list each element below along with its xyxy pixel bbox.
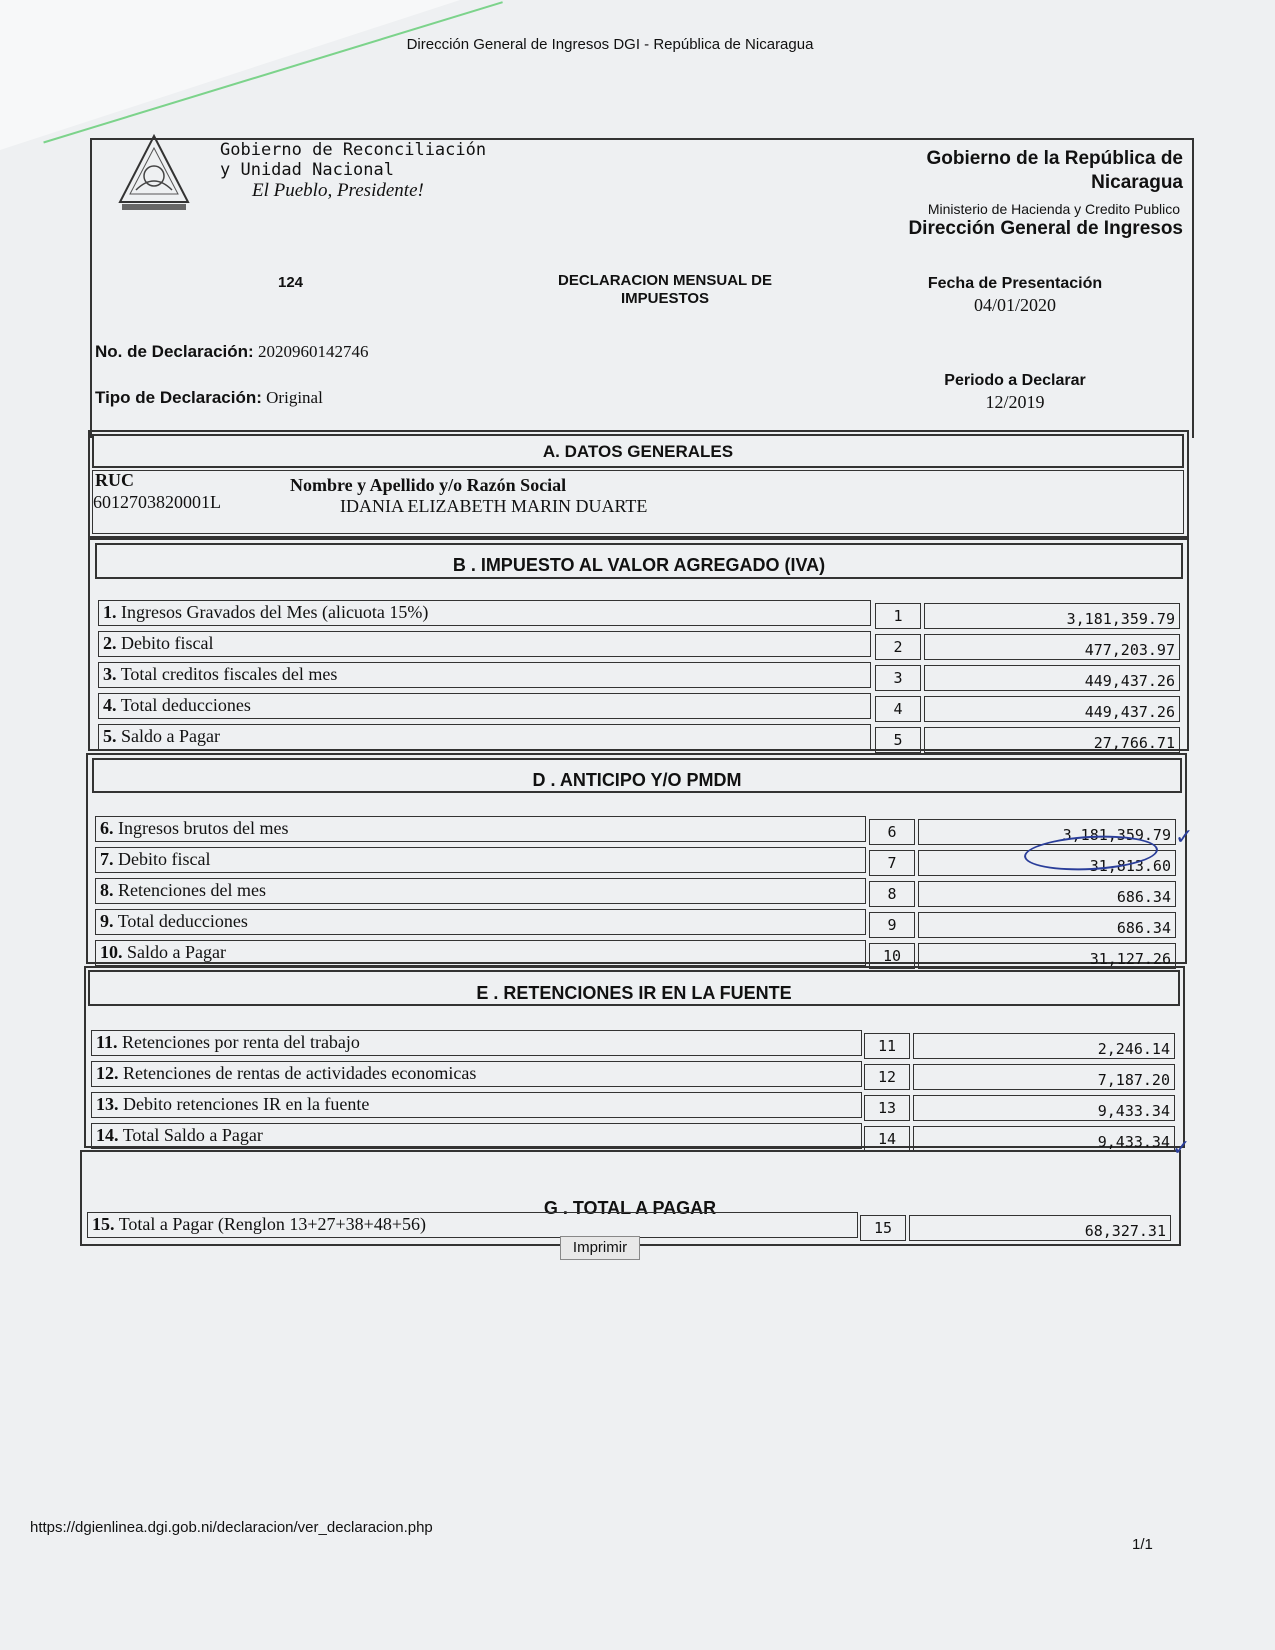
row-line-number: 13 — [864, 1095, 910, 1121]
periodo-label: Periodo a Declarar — [944, 372, 1086, 389]
form-number: 124 — [278, 274, 304, 291]
declaration-number-value: 2020960142746 — [257, 342, 369, 361]
row-label — [98, 662, 871, 688]
row-index: 15. — [92, 1214, 115, 1234]
row-text: Total a Pagar (Renglon 13+27+38+48+56) — [118, 1214, 426, 1234]
row-label — [98, 631, 871, 657]
row-line-number: 6 — [869, 819, 915, 845]
row-text: Debito fiscal — [121, 633, 214, 653]
gov-left-line1: Gobierno de Reconciliación — [220, 140, 487, 160]
declaration-number — [95, 342, 368, 362]
row-index: 4. — [103, 695, 117, 715]
row-index: 8. — [100, 880, 114, 900]
section-g-title: G . TOTAL A PAGAR — [543, 1198, 717, 1218]
row-amount: 9,433.34 — [913, 1126, 1175, 1152]
form-title-line2: IMPUESTOS — [620, 290, 710, 307]
row-amount: 686.34 — [918, 881, 1176, 907]
ruc-value: 6012703820001L — [93, 492, 221, 512]
row-line-number: 10 — [869, 943, 915, 969]
print-button[interactable]: Imprimir — [560, 1236, 640, 1260]
row-index: 14. — [96, 1125, 119, 1145]
row-amount: 449,437.26 — [924, 696, 1180, 722]
row-index: 1. — [103, 602, 117, 622]
declaration-number-label: No. de Declaración: — [95, 342, 254, 361]
gov-right-line1: Gobierno de la República de — [926, 148, 1183, 169]
row-label — [95, 847, 866, 873]
row-label — [98, 693, 871, 719]
row-label — [87, 1212, 858, 1238]
check-mark-icon: ✓ — [1172, 1136, 1191, 1161]
row-amount: 9,433.34 — [913, 1095, 1175, 1121]
page-header: Dirección General de Ingresos DGI - República de Nicaragua — [406, 36, 814, 53]
row-text: Total deducciones — [120, 695, 251, 715]
row-amount: 2,246.14 — [913, 1033, 1175, 1059]
declaration-type-value: Original — [266, 388, 323, 407]
row-text: Total deducciones — [117, 911, 248, 931]
row-line-number: 7 — [869, 850, 915, 876]
fecha-value: 04/01/2020 — [973, 295, 1056, 315]
name-value: IDANIA ELIZABETH MARIN DUARTE — [340, 496, 648, 516]
row-text: Total Saldo a Pagar — [122, 1125, 263, 1145]
row-index: 13. — [96, 1094, 119, 1114]
row-index: 10. — [100, 942, 123, 962]
declaration-type-label: Tipo de Declaración: — [95, 388, 262, 407]
dgi-name: Dirección General de Ingresos — [908, 218, 1183, 239]
row-text: Retenciones por renta del trabajo — [122, 1032, 360, 1052]
ministry-name: Ministerio de Hacienda y Credito Publico — [927, 201, 1180, 217]
row-index: 12. — [96, 1063, 119, 1083]
row-text: Ingresos Gravados del Mes (alicuota 15%) — [121, 602, 429, 622]
section-e-title: E . RETENCIONES IR EN LA FUENTE — [88, 970, 1180, 1006]
row-line-number: 1 — [875, 603, 921, 629]
row-line-number: 2 — [875, 634, 921, 660]
row-index: 5. — [103, 726, 117, 746]
row-line-number: 8 — [869, 881, 915, 907]
row-text: Retenciones de rentas de actividades economicas — [123, 1063, 477, 1083]
row-index: 2. — [103, 633, 117, 653]
row-line-number: 11 — [864, 1033, 910, 1059]
row-amount: 31,813.60 — [918, 850, 1176, 876]
folded-corner — [0, 0, 460, 150]
row-amount: 477,203.97 — [924, 634, 1180, 660]
check-mark-icon: ✓ — [1175, 825, 1194, 850]
row-index: 3. — [103, 664, 117, 684]
row-amount: 3,181,359.79 — [918, 819, 1176, 845]
section-a-title: A. DATOS GENERALES — [92, 434, 1184, 468]
row-line-number: 14 — [864, 1126, 910, 1152]
form-title-line1: DECLARACION MENSUAL DE — [558, 272, 772, 289]
row-line-number: 4 — [875, 696, 921, 722]
row-label — [91, 1030, 862, 1056]
row-index: 7. — [100, 849, 114, 869]
row-amount: 3,181,359.79 — [924, 603, 1180, 629]
row-label — [98, 724, 871, 750]
row-line-number: 12 — [864, 1064, 910, 1090]
row-amount: 449,437.26 — [924, 665, 1180, 691]
government-logo — [114, 132, 194, 216]
row-label — [95, 816, 866, 842]
row-line-number: 15 — [860, 1215, 906, 1241]
row-index: 9. — [100, 911, 114, 931]
row-text: Saldo a Pagar — [127, 942, 226, 962]
footer-url[interactable]: https://dgienlinea.dgi.gob.ni/declaracion/ver_declaracion.php — [30, 1519, 433, 1536]
row-label — [95, 940, 866, 966]
gov-left-line2: y Unidad Nacional — [220, 160, 394, 180]
fecha-label: Fecha de Presentación — [927, 275, 1103, 292]
gov-right-line2: Nicaragua — [1091, 172, 1183, 193]
row-text: Saldo a Pagar — [121, 726, 220, 746]
row-text: Total creditos fiscales del mes — [120, 664, 338, 684]
row-label — [91, 1123, 862, 1149]
row-text: Retenciones del mes — [118, 880, 266, 900]
declaration-type — [95, 388, 323, 408]
row-amount: 7,187.20 — [913, 1064, 1175, 1090]
row-label — [91, 1061, 862, 1087]
row-amount: 686.34 — [918, 912, 1176, 938]
row-line-number: 9 — [869, 912, 915, 938]
row-label — [95, 909, 866, 935]
row-index: 6. — [100, 818, 114, 838]
row-label — [95, 878, 866, 904]
row-label — [98, 600, 871, 626]
slogan: El Pueblo, Presidente! — [252, 180, 424, 201]
row-line-number: 3 — [875, 665, 921, 691]
periodo-value: 12/2019 — [985, 392, 1045, 412]
section-b-title: B . IMPUESTO AL VALOR AGREGADO (IVA) — [95, 543, 1183, 579]
row-label — [91, 1092, 862, 1118]
row-text: Ingresos brutos del mes — [118, 818, 289, 838]
row-line-number: 5 — [875, 727, 921, 753]
row-index: 11. — [96, 1032, 118, 1052]
row-amount: 27,766.71 — [924, 727, 1180, 753]
row-amount: 31,127.26 — [918, 943, 1176, 969]
row-text: Debito retenciones IR en la fuente — [123, 1094, 370, 1114]
row-amount: 68,327.31 — [909, 1215, 1171, 1241]
row-text: Debito fiscal — [118, 849, 211, 869]
name-label: Nombre y Apellido y/o Razón Social — [290, 475, 567, 495]
ruc-label: RUC — [95, 470, 134, 490]
section-d-title: D . ANTICIPO Y/O PMDM — [92, 758, 1182, 793]
page-number: 1/1 — [1132, 1536, 1153, 1553]
